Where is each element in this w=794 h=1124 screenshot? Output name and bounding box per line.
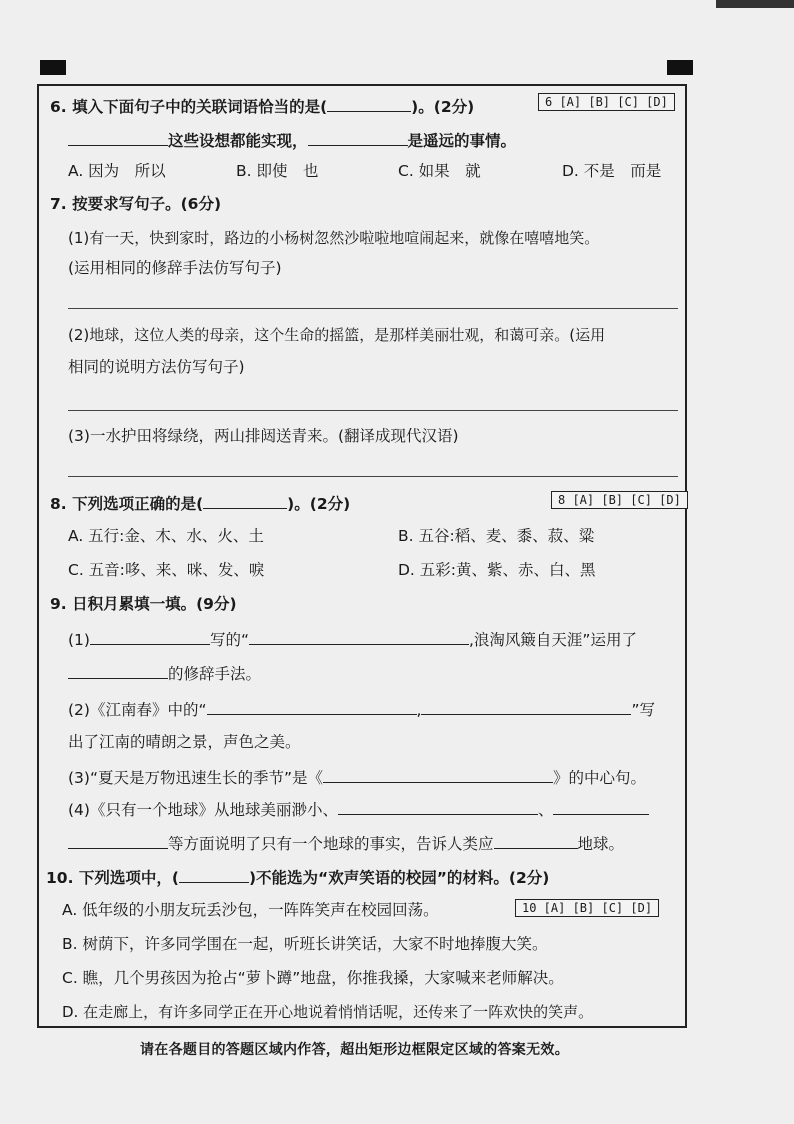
q7-sentence-3: (3)一水护田将绿绕，两山排闼送青来。(翻译成现代汉语) bbox=[68, 427, 459, 445]
q8-option-c: C. 五音:哆、来、咪、发、唳 bbox=[68, 561, 265, 579]
q6-sentence: 这些设想都能实现， 是遥远的事情。 bbox=[68, 129, 516, 151]
q10-option-b: B. 树荫下，许多同学围在一起，听班长讲笑话，大家不时地捧腹大笑。 bbox=[62, 935, 548, 953]
q8-option-d: D. 五彩:黄、紫、赤、白、黑 bbox=[398, 561, 596, 579]
q9-item-1-cont: 的修辞手法。 bbox=[68, 662, 261, 684]
q10-answer-code[interactable]: 10 [A] [B] [C] [D] bbox=[515, 899, 659, 917]
q9-item-1: (1) 写的“ ,浪淘风簸自天涯”运用了 bbox=[68, 628, 637, 650]
q6-option-a: A. 因为 所以 bbox=[68, 162, 166, 180]
alignment-marker-left bbox=[40, 60, 66, 75]
q7-requirement-1: (运用相同的修辞手法仿写句子) bbox=[68, 259, 282, 277]
q7-sentence-1: (1)有一天，快到家时，路边的小杨树忽然沙啦啦地喧闹起来，就像在嘻嘻地笑。 bbox=[68, 229, 600, 247]
q6-answer-code[interactable]: 6 [A] [B] [C] [D] bbox=[538, 93, 675, 111]
q9-stem: 9. 日积月累填一填。(9分) bbox=[50, 595, 237, 613]
q6-stem: 6. 填入下面句子中的关联词语恰当的是( )。(2分) bbox=[50, 95, 474, 117]
q9-item-2-cont: 出了江南的晴朗之景，声色之美。 bbox=[68, 733, 301, 751]
q9-item-4-cont: 等方面说明了只有一个地球的事实，告诉人类应 地球。 bbox=[68, 832, 624, 854]
q6-option-b: B. 即使 也 bbox=[236, 162, 319, 180]
q8-stem: 8. 下列选项正确的是( )。(2分) bbox=[50, 492, 350, 514]
q7-answer-line-1[interactable] bbox=[68, 308, 678, 309]
footer-notice: 请在各题目的答题区域内作答，超出矩形边框限定区域的答案无效。 bbox=[140, 1042, 569, 1058]
q10-option-c: C. 瞧，几个男孩因为抢占“萝卜蹲”地盘，你推我搡，大家喊来老师解决。 bbox=[62, 969, 564, 987]
q10-option-d: D. 在走廊上，有许多同学正在开心地说着悄悄话呢，还传来了一阵欢快的笑声。 bbox=[62, 1003, 594, 1021]
q8-option-b: B. 五谷:稻、麦、黍、菽、粱 bbox=[398, 527, 595, 545]
q6-option-c: C. 如果 就 bbox=[398, 162, 481, 180]
q10-stem: 10. 下列选项中，( )不能选为“欢声笑语的校园”的材料。(2分) bbox=[46, 866, 549, 888]
q7-sentence-2-cont: 相同的说明方法仿写句子) bbox=[68, 358, 245, 376]
q9-item-3: (3)“夏天是万物迅速生长的季节”是《 》的中心句。 bbox=[68, 766, 646, 788]
q8-answer-code[interactable]: 8 [A] [B] [C] [D] bbox=[551, 491, 688, 509]
q7-stem: 7. 按要求写句子。(6分) bbox=[50, 195, 222, 213]
q8-option-a: A. 五行:金、木、水、火、土 bbox=[68, 527, 264, 545]
corner-mark-top-right bbox=[716, 0, 794, 8]
q9-item-4: (4)《只有一个地球》从地球美丽渺小、 、 bbox=[68, 798, 649, 820]
q7-answer-line-2[interactable] bbox=[68, 410, 678, 411]
q6-option-d: D. 不是 而是 bbox=[562, 162, 662, 180]
q9-item-2: (2)《江南春》中的“ , ”写 bbox=[68, 698, 655, 720]
q10-option-a: A. 低年级的小朋友玩丢沙包，一阵阵笑声在校园回荡。 bbox=[62, 901, 439, 919]
q7-sentence-2: (2)地球，这位人类的母亲，这个生命的摇篮，是那样美丽壮观，和蔼可亲。(运用 bbox=[68, 326, 606, 344]
q7-answer-line-3[interactable] bbox=[68, 476, 678, 477]
alignment-marker-right bbox=[667, 60, 693, 75]
